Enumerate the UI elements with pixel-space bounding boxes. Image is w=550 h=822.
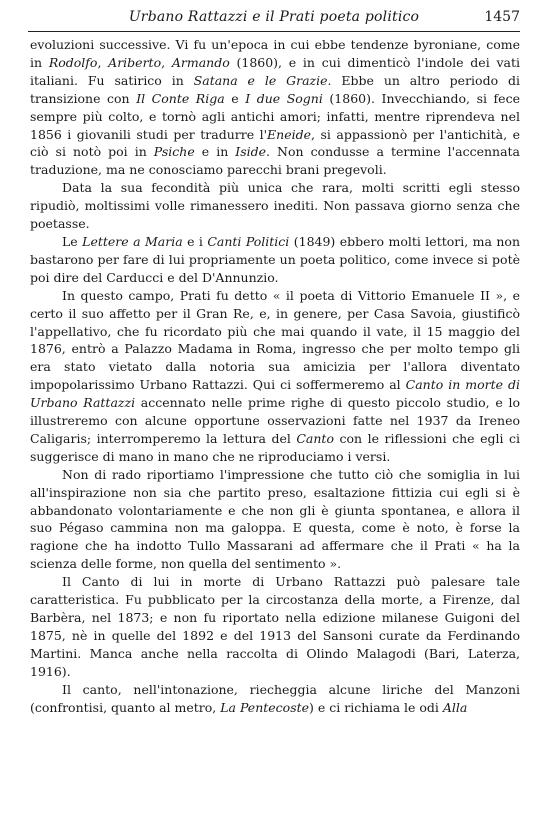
text-run: ) e ci richiama le odi xyxy=(309,699,443,715)
text-run: Il Canto di lui in morte di Urbano Rattazzi può palesare tale caratteristica. Fu pubblicato per la circostanza della morte, a Firenze, dal Barbèra, nel 1873; e non fu riportato nella edizione milanese Guigoni del 1875, nè in quelle del 1892 e del 1913 del Sansoni curate da Ferdinando Martini. Manca anche nella raccolta di Olindo Malagodi (Bari, Laterza, 1916). xyxy=(30,574,520,679)
text-run: e in xyxy=(194,144,236,160)
text-run: (1849) ebbero molti lettori, ma non bastarono per fare di lui propriamente un poeta politico, come invece si potè poi dire del Carducci e del D'Annunzio. xyxy=(30,233,521,285)
italic-title: Canto xyxy=(296,430,334,446)
text-run: Data la sua fecondità più unica che rara, molti scritti egli stesso ripudiò, moltissimi volle rimanessero inediti. Non passava giorno senza che poetasse. xyxy=(30,180,520,232)
text-run: In questo campo, Prati fu detto « il poeta di Vittorio Emanuele II », e certo il suo affetto per il Gran Re, e, in genere, per Casa Savoia, giustificò l'appellativo, che fu ricordato più che mai quando il vate, il 15 maggio del 1876, entrò a Palazzo Madama in Roma, ingresso che per molto tempo gli era stato vietato dalla notoria sua amicizia per l'allora diventato impopolarissimo Urbano Rattazzi. Qui ci soffermeremo al xyxy=(30,287,520,393)
italic-title: Canto in morte di Urbano Rattazzi xyxy=(30,377,521,411)
text-run: Il canto, nell'intonazione, riecheggia alcune liriche del Manzoni (confrontisi, quanto al metro, xyxy=(30,681,520,715)
text-run: . Non condusse a termine l'accennata traduzione, ma ne conosciamo parecchi brani pregevoli. xyxy=(30,144,520,178)
italic-title: Eneide xyxy=(267,126,312,142)
text-run: (1860), e in cui dimenticò l'indole dei vati italiani. Fu satirico in xyxy=(30,54,520,88)
paragraph xyxy=(30,573,520,680)
italic-title: Canti Politici xyxy=(207,233,290,249)
paragraph xyxy=(30,179,520,233)
italic-title: Lettere a Maria xyxy=(82,233,183,249)
text-run: e i xyxy=(182,233,208,249)
text-run: evoluzioni successive. Vi fu un'epoca in cui ebbe tendenze byroniane, come in xyxy=(30,37,520,70)
page-number: 1457 xyxy=(484,9,520,25)
text-run: con le riflessioni che egli ci suggerisce di mano in mano che ne riproduciamo i versi. xyxy=(30,430,520,464)
italic-title: Armando xyxy=(171,54,230,70)
body-text xyxy=(30,36,520,716)
text-run: . Ebbe un altro periodo di transizione con xyxy=(30,72,520,106)
paragraph xyxy=(30,681,520,717)
paragraph xyxy=(30,466,520,573)
page-header xyxy=(28,7,520,32)
italic-title: Rodolfo xyxy=(48,54,98,70)
paragraph xyxy=(30,287,520,466)
italic-title: Satana e le Grazie xyxy=(193,72,328,88)
italic-title: Alla xyxy=(442,699,468,715)
italic-title: Psiche xyxy=(153,144,195,160)
text-run: accennato nelle prime righe di questo piccolo studio, e lo illustreremo con alcune opportune osservazioni fatte nel 1937 da Ireneo Caligaris; interromperemo la lettura del xyxy=(30,395,520,446)
italic-title: Ariberto xyxy=(108,54,162,70)
text-run: , xyxy=(161,54,172,70)
italic-title: La Pentecoste xyxy=(220,699,310,715)
italic-title: Iside xyxy=(235,144,267,160)
text-run: Le xyxy=(62,233,83,249)
running-title: Urbano Rattazzi e il Prati poeta politico xyxy=(128,9,420,25)
paragraph xyxy=(30,233,520,287)
text-run: , si appassionò per l'antichità, e ciò si notò poi in xyxy=(30,126,520,160)
text-run: Non di rado riportiamo l'impressione che tutto ciò che somiglia in lui all'inspirazione non sia che partito preso, esaltazione fittizia cui egli si è abbandonato volontariamente e che non gli è giunta spontanea, e allora il suo Pégaso cammina non ma galoppa. E questa, come è noto, è forse la ragione che ha indotto Tullo Massarani ad affermare che il Prati « ha la scienza delle forme, non quella del sentimento ». xyxy=(30,466,520,572)
text-run: , xyxy=(97,54,109,70)
italic-title: I due Sogni xyxy=(245,90,323,106)
italic-title: Il Conte Riga xyxy=(136,90,225,106)
text-run: (1860). Invecchiando, si fece sempre più colto, e tornò agli antichi amori; infatti, mentre riprendeva nel 1856 i giovanili studi per tradurre l' xyxy=(30,90,520,142)
text-run: e xyxy=(224,90,246,106)
paragraph xyxy=(30,36,520,179)
